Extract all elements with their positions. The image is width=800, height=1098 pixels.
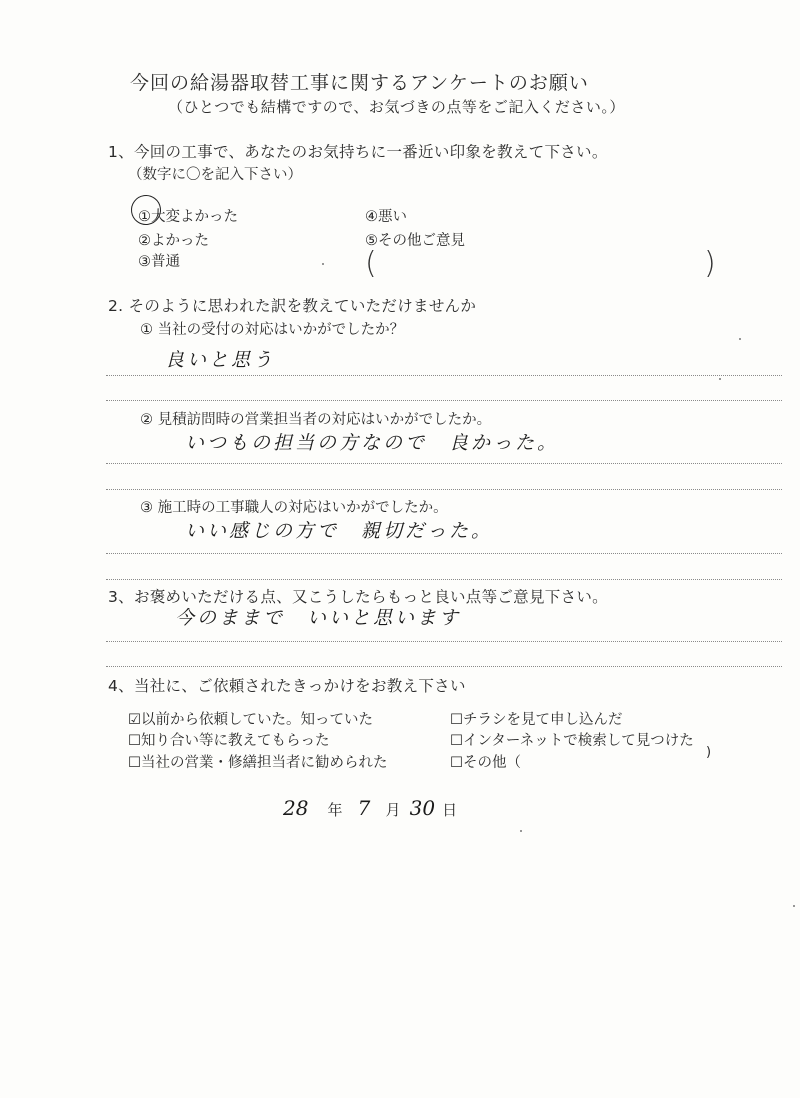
question-2: 2. そのように思われた訳を教えていただけませんか (108, 297, 477, 315)
answer-line (106, 666, 782, 667)
checkbox-icon[interactable]: ☐ (450, 755, 463, 771)
date-month: 7 (357, 796, 371, 820)
date (283, 796, 457, 820)
answer-line (106, 641, 782, 642)
date-day-unit: 日 (442, 801, 458, 819)
q1-other-paren-close: ) (704, 246, 716, 281)
page-title: 今回の給湯器取替工事に関するアンケートのお願い (130, 72, 589, 94)
q3-answer: 今のままで いいと思います (175, 607, 462, 629)
question-3: 3、お褒めいただける点、又こうしたらもっと良い点等ご意見下さい。 (108, 588, 608, 606)
q2-answer-1: 良いと思う (165, 349, 276, 371)
checkbox-icon[interactable]: ☐ (128, 733, 141, 749)
q2-sub-1: ① 当社の受付の対応はいかがでしたか？ (140, 322, 405, 338)
q2-sub-3: ③ 施工時の工事職人の対応はいかがでしたか。 (140, 500, 448, 516)
scan-speck (719, 378, 721, 380)
q1-option-1[interactable]: ①大変よかった (138, 209, 238, 225)
q4-other-paren-close: ) (706, 745, 712, 760)
q1-option-3[interactable]: ③普通 (138, 254, 180, 270)
date-month-unit: 月 (385, 801, 401, 819)
answer-line (106, 489, 782, 490)
date-year-unit: 年 (327, 801, 343, 819)
answer-line (106, 463, 782, 464)
q2-answer-3: いい感じの方で 親切だった。 (185, 520, 494, 542)
question-1-note: （数字に〇を記入下さい） (128, 167, 302, 183)
question-4: 4、当社に、ご依頼されたきっかけをお教え下さい (108, 677, 466, 695)
q4-option-2[interactable]: ☐知り合い等に教えてもらった (128, 733, 330, 749)
answer-line (106, 579, 782, 580)
page-subtitle: （ひとつでも結構ですので、お気づきの点等をご記入ください。） (168, 98, 625, 116)
answer-line (106, 553, 782, 554)
scan-speck (739, 338, 741, 340)
q4-option-4[interactable]: ☐チラシを見て申し込んだ (450, 712, 623, 728)
q4-option-3[interactable]: ☐当社の営業・修繕担当者に勧められた (128, 755, 388, 771)
checkbox-icon[interactable]: ☐ (128, 755, 141, 771)
q1-option-4[interactable]: ④悪い (365, 209, 407, 225)
question-1: 1、今回の工事で、あなたのお気持ちに一番近い印象を教えて下さい。 (108, 143, 608, 161)
answer-line (106, 400, 782, 401)
date-year: 28 (283, 796, 309, 820)
scan-speck (793, 905, 795, 907)
q2-answer-2: いつもの担当の方なので 良かった。 (185, 432, 560, 454)
scan-speck (520, 830, 522, 832)
date-day: 30 (409, 796, 436, 820)
checkbox-icon[interactable]: ☐ (450, 733, 463, 749)
scan-speck (322, 263, 324, 265)
answer-line (106, 375, 782, 376)
q4-option-6[interactable]: ☐その他（ (450, 755, 521, 771)
q1-option-2[interactable]: ②よかった (138, 233, 209, 249)
q4-option-1[interactable]: ☑以前から依頼していた。知っていた (128, 712, 373, 728)
q2-sub-2: ② 見積訪問時の営業担当者の対応はいかがでしたか。 (140, 412, 492, 428)
checkbox-checked-icon[interactable]: ☑ (128, 712, 141, 728)
q4-option-5[interactable]: ☐インターネットで検索して見つけた (450, 733, 694, 749)
checkbox-icon[interactable]: ☐ (450, 712, 463, 728)
q1-other-paren-open: ( (365, 246, 377, 281)
q1-option-5[interactable]: ⑤その他ご意見 (365, 233, 465, 249)
